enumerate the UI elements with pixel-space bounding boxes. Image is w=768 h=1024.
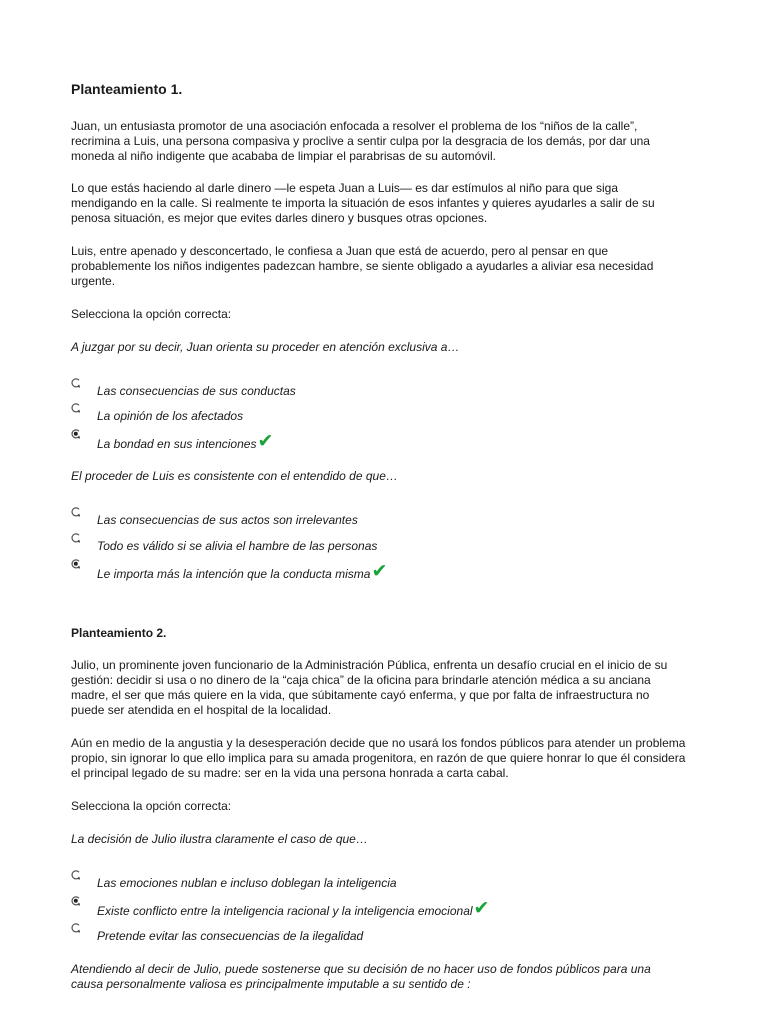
radio-selected-icon[interactable]	[71, 429, 81, 439]
radio-selected-icon[interactable]	[71, 896, 81, 906]
question-prompt: El proceder de Luis es consistente con el entendido de que…	[71, 469, 398, 483]
section-1-title: Planteamiento 1.	[71, 81, 183, 97]
answer-option[interactable]	[70, 409, 670, 429]
paragraph: Juan, un entusiasta promotor de una asociación enfocada a resolver el problema de los “niños de la calle”, recrimina a Luis, una persona compasiva y proclive a sentir culpa por la desgracia de los demás, por dar una moneda al niño indigente que acababa de limpiar el parabrisas de su automóvil.	[71, 119, 650, 163]
option-label: La opinión de los afectados	[97, 409, 244, 423]
paragraph: Aún en medio de la angustia y la desesperación decide que no usará los fondos públicos para atender un problema propio, sin ignorar lo que ello implica para su amada progenitora, en razón de que quiere honrar lo que él considera el principal legado de su madre: ser en la vida una persona honrada a carta cabal.	[71, 736, 686, 780]
answer-option-selected[interactable]	[70, 897, 670, 922]
answer-option[interactable]	[70, 876, 670, 896]
radio-selected-icon[interactable]	[71, 559, 81, 569]
radio-unselected-icon[interactable]	[71, 923, 81, 933]
radio-unselected-icon[interactable]	[71, 403, 81, 413]
answer-option[interactable]	[70, 929, 670, 949]
question-prompt: Atendiendo al decir de Julio, puede sostenerse que su decisión de no hacer uso de fondos públicos para una causa personalmente valiosa es principalmente imputable a su sentido de :	[71, 962, 651, 991]
option-label: Existe conflicto entre la inteligencia racional y la inteligencia emocional	[97, 904, 473, 918]
paragraph: Lo que estás haciendo al darle dinero —le espeta Juan a Luis— es dar estímulos al niño para que siga mendigando en la calle. Si realmente te importa la situación de esos infantes y quieres ayudarles a salir de su penosa situación, es mejor que evites darles dinero y busques otras opciones.	[71, 181, 655, 225]
option-label: Las consecuencias de sus actos son irrelevantes	[97, 513, 358, 527]
radio-unselected-icon[interactable]	[71, 507, 81, 517]
paragraph: Julio, un prominente joven funcionario de la Administración Pública, enfrenta un desafío crucial en el inicio de su gestión: decidir si usa o no dinero de la “caja chica” de la oficina para brindarle atención médica a su anciana madre, el ser que más quiere en la vida, que súbitamente cayó enferma, y que por falta de infraestructura no puede ser atendida en el hospital de la localidad.	[71, 658, 668, 717]
option-label-wrap	[97, 897, 490, 919]
option-label: Las consecuencias de sus conductas	[97, 384, 296, 398]
correct-check-icon: ✔	[473, 897, 490, 919]
option-label: La bondad en sus intenciones	[97, 437, 257, 451]
answer-option-selected[interactable]	[70, 560, 670, 585]
option-label: Le importa más la intención que la conducta misma	[97, 567, 371, 581]
instruction: Selecciona la opción correcta:	[71, 799, 232, 813]
option-label-wrap	[97, 560, 388, 582]
question-prompt: A juzgar por su decir, Juan orienta su proceder en atención exclusiva a…	[71, 340, 460, 354]
question-prompt: La decisión de Julio ilustra claramente el caso de que…	[71, 832, 368, 846]
option-label: Las emociones nublan e incluso doblegan la inteligencia	[97, 876, 397, 890]
answer-option-selected[interactable]	[70, 430, 670, 455]
option-label-wrap	[97, 430, 274, 452]
section-2-title: Planteamiento 2.	[71, 626, 167, 640]
radio-unselected-icon[interactable]	[71, 378, 81, 388]
radio-unselected-icon[interactable]	[71, 870, 81, 880]
radio-unselected-icon[interactable]	[71, 533, 81, 543]
correct-check-icon: ✔	[257, 430, 274, 452]
answer-option[interactable]	[70, 384, 670, 404]
instruction: Selecciona la opción correcta:	[71, 307, 232, 321]
option-label: Todo es válido si se alivia el hambre de las personas	[97, 539, 378, 553]
answer-option[interactable]	[70, 539, 670, 559]
correct-check-icon: ✔	[371, 560, 388, 582]
option-label: Pretende evitar las consecuencias de la ilegalidad	[97, 929, 364, 943]
paragraph: Luis, entre apenado y desconcertado, le confiesa a Juan que está de acuerdo, pero al pensar en que probablemente los niños indigentes padezcan hambre, se siente obligado a ayudarles a aliviar esa necesidad urgente.	[71, 244, 654, 288]
answer-option[interactable]	[70, 513, 670, 533]
